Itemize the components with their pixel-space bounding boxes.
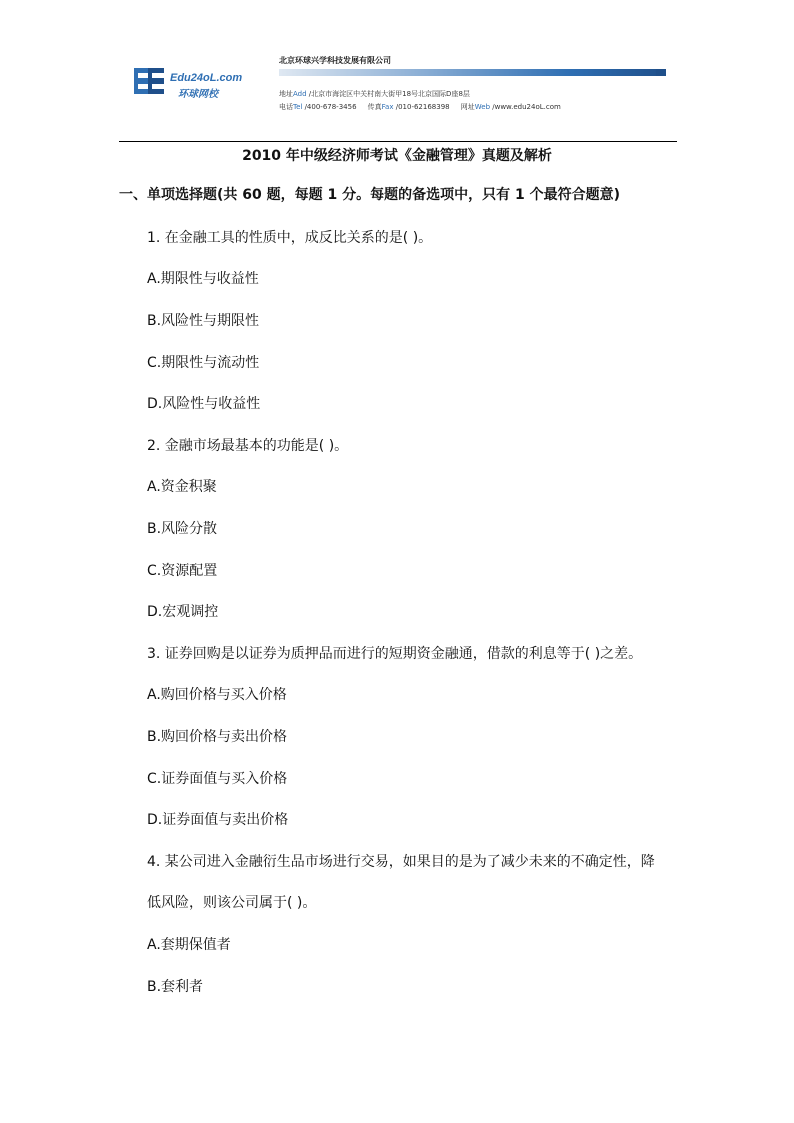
web-label-en: Web [474, 103, 491, 111]
fax-label-en: Fax [381, 103, 394, 111]
option-1a: A.期限性与收益性 [147, 271, 259, 287]
address-label: 地址 [279, 90, 293, 98]
option-4a: A.套期保值者 [147, 937, 231, 953]
option-3a: A.购回价格与买入价格 [147, 687, 287, 703]
option-1b: B.风险性与期限性 [147, 313, 260, 329]
option-2c: C.资源配置 [147, 563, 218, 579]
option-2a: A.资金积聚 [147, 479, 217, 495]
web-label: 网址 [460, 103, 475, 111]
option-1d: D.风险性与收益性 [147, 396, 261, 412]
question-3: 3. 证券回购是以证券为质押品而进行的短期资金融通，借款的利息等于( )之差。 [147, 646, 643, 662]
option-3c: C.证券面值与买入价格 [147, 771, 288, 787]
option-1c: C.期限性与流动性 [147, 355, 260, 371]
option-3d: D.证券面值与卖出价格 [147, 812, 289, 828]
section-heading: 一、单项选择题(共 60 题，每题 1 分。每题的备选项中，只有 1 个最符合题意) [119, 187, 621, 203]
phone-label-en: Tel [293, 103, 303, 111]
company-logo [132, 64, 242, 100]
question-4: 4. 某公司进入金融衍生品市场进行交易，如果目的是为了减少未来的不确定性，降 [147, 854, 655, 870]
logo-sub-text: 环球网校 [178, 89, 218, 100]
option-2b: B.风险分散 [147, 521, 218, 537]
question-4-continued: 低风险，则该公司属于( )。 [147, 895, 317, 911]
document-title: 2010 年中级经济师考试《金融管理》真题及解析 [242, 148, 552, 164]
logo-mark-icon [132, 64, 166, 98]
header-bar [279, 69, 666, 76]
address-line [279, 89, 470, 99]
address-value: /北京市海淀区中关村南大街甲18号北京国际D座8层 [308, 90, 470, 98]
option-4b: B.套利者 [147, 979, 204, 995]
address-label-en: Add [293, 90, 307, 98]
phone-label: 电话 [279, 103, 293, 111]
header-divider [119, 141, 677, 142]
contact-line [279, 102, 561, 112]
question-2: 2. 金融市场最基本的功能是( )。 [147, 438, 349, 454]
fax-value: /010-62168398 [395, 103, 450, 111]
company-name: 北京环球兴学科技发展有限公司 [279, 56, 391, 65]
option-2d: D.宏观调控 [147, 604, 219, 620]
web-value: /www.edu24oL.com [492, 103, 561, 111]
logo-brand-text: Edu24oL.com [170, 72, 243, 84]
phone-value: /400-678-3456 [304, 103, 357, 111]
fax-label: 传真 [367, 103, 382, 111]
question-1: 1. 在金融工具的性质中，成反比关系的是( )。 [147, 230, 433, 246]
option-3b: B.购回价格与卖出价格 [147, 729, 288, 745]
